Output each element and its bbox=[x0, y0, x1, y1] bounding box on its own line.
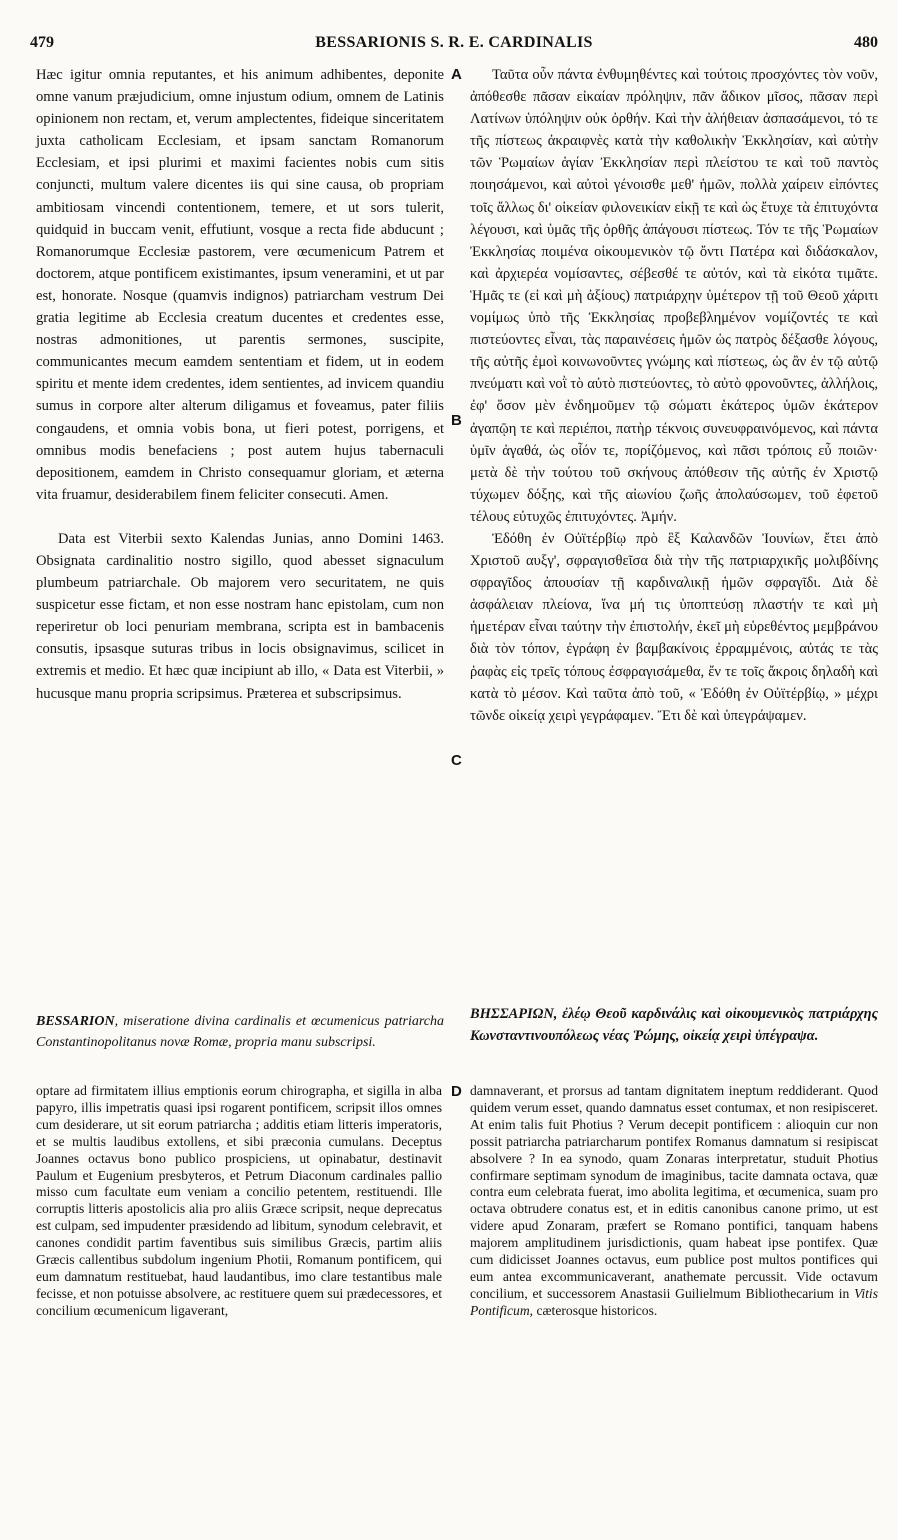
greek-column-top bbox=[470, 64, 878, 727]
signature-name: BESSARION bbox=[36, 1014, 115, 1029]
commentary-text-end: , cæterosque historicos. bbox=[529, 1302, 658, 1318]
page-number-left: 479 bbox=[30, 34, 54, 51]
commentary-text: damnaverant, et prorsus ad tantam dignitatem ineptum reddiderant. Quod quidem verum esset, quando damnatus esset contumax, et non resipisceret. At enim talis fuit Photius ? Verum decepit pontificem : alioquin cur non possit patriarcha patriarcharum pontifex Romanus damnatum si resipiscat absolvere ? In ea synodo, quam Zonaras interpretatur, studuit Photius confirmare septimam synodum de imaginibus, tacite damnata octava, quæ contra eum celebrata fuerat, imo abolita legitima, et œcumenica, suam pro octava obtrudere conatus est, et in editis canonibus canone primo, ut est videre apud Zonaram, præfert se Romano pontifici, tanquam habens majorem amplitudinem jurisdictionis, quam habeat ipse pontifex. Quæ cum didicisset Joannes octavus, eum publice post multos pontifices qui eum antea excommunicaverant, anathemate percussit. Vide octavum concilium, et successorem Anastasii Guilielmum Bibliothecarium in bbox=[470, 1083, 878, 1301]
margin-letter-c: C bbox=[451, 752, 462, 769]
page-header bbox=[30, 34, 878, 56]
page-number-right: 480 bbox=[854, 34, 878, 51]
margin-letter-a: A bbox=[451, 66, 462, 83]
margin-letter-b: B bbox=[451, 412, 462, 429]
commentary-title: Vitis Pontificum bbox=[470, 1285, 878, 1318]
latin-column-top bbox=[36, 64, 444, 705]
commentary-column-right bbox=[470, 1083, 878, 1320]
signature-text: , miseratione divina cardinalis et œcumenicus patriarcha Constantinopolitanus novæ Romæ, propria manu subscripsi. bbox=[36, 1014, 444, 1050]
latin-signature bbox=[36, 1011, 444, 1053]
latin-paragraph: Hæc igitur omnia reputantes, et his animum adhibentes, deponite omne vanum præjudicium, omne injustum odium, omnem de Latinis opinionem non rectam, et, verum amplectentes, fideique sinceritatem juxta catholicam Ecclesiam, et ipsam sanctam Romanorum Ecclesiam, et ipsi plurimi et maximi facientes nobis cum sitis conjuncti, multum valere dicentes iis qui sine causa, ob propriam ambitiosam vincendi contentionem, temere, et ut sors tulerit, quidquid in buccam venit, effutiunt, vosque a recta fide abducunt ; Romanorumque Ecclesiæ pastorem, vere œcumenicum Patrem et doctorem, atque pontificem existimantes, ipsum veneramini, et ut par est, honorate. Nosque (quamvis indignos) patriarcham vestrum Dei gratia legitime ab Ecclesia creatum ducentes et credentes esse, nostras admonitiones, ut parentis sermones, suscipite, communicantes mecum eamdem sententiam et fidem, ut in eodem spiritu et mente idem credentes, idem sentientes, ad invicem quandiu sumus in corpore alter alterum diligamus et foveamus, pater filiis congaudens, et omnia vobis bona, ut fieri potest, porrigens, et omnibus modis benefaciens ; post autem hujus tabernaculi depositionem, eamdem in Christo consequamur gloriam, et æterna vita fruamur, desiderabilem finem feliciter consecuti. Amen. bbox=[36, 67, 444, 503]
latin-paragraph: Data est Viterbii sexto Kalendas Junias, anno Domini 1463. Obsignata cardinalitio nostro sigillo, quod abesset signaculum plumbeum patriarchale. Ob majorem vero securitatem, ne quis suspicetur esse fictam, et non esse nostram hanc epistolam, cum non reperiretur ob loci penuriam membrana, scripta est in bambacenis consutis, ipsasque suturas tribus in locis obsignavimus, scilicet in extremis et medio. Et hæc quæ incipiunt ab illo, « Data est Viterbii, » hucusque manu propria scripsimus. Præterea et subscripsimus. bbox=[36, 530, 444, 702]
commentary-column-left bbox=[36, 1083, 442, 1320]
commentary-paragraph: optare ad firmitatem illius emptionis eorum chirographa, et sigilla in alba papyro, illis impetratis quasi ipsi rogarent pontificem, scripsit illos omnes cum desiderare, ut sit eorum patriarcha ; additis etiam litteris imperatoris, et se multis laudibus extollens, et sibi præconia cumulans. Deceptus Joannes octavus bono publico prospiciens, ut opinabatur, destinavit Paulum et Eugenium presbyteros, et Petrum Diaconum cardinales pallio misso cum facultate eum veniam a concilio petentem, restituendi. Ille corruptis litteris apostolicis alia pro aliis Græce scripsit, neque deprecatus est culpam, sed impudenter præsidendo ad libitum, synodum celebravit, et canones condidit partim faventibus suis similibus Græcis, partim aliis Græcis callentibus subdolum ingenium Photii, Romanum pontificem, qui eum damnatum restituebat, haud laudantibus, imo clare testantibus male fecisse, et non potuisse absolvere, ac restituere quem sui prædecessores, et concilium œcumenicum ligaverant, bbox=[36, 1083, 442, 1318]
running-head: BESSARIONIS S. R. E. CARDINALIS bbox=[315, 34, 593, 51]
greek-signature bbox=[470, 1003, 878, 1047]
commentary-paragraph bbox=[470, 1083, 878, 1320]
greek-paragraph: Ταῦτα οὖν πάντα ἐνθυμηθέντες καὶ τούτοις προσχόντες τὸν νοῦν, ἀπόθεσθε πᾶσαν εἰκαίαν πρόληψιν, πᾶν ἄδικον μῖσος, πᾶσαν περὶ Λατίνων ὑπόληψιν οὐκ ὀρθήν. Καὶ τὴν ἀλήθειαν ἀσπασάμενοι, τό τε τῆς πίστεως ἀκραιφνὲς κατὰ τὴν καθολικὴν Ἐκκλησίαν, καὶ αὐτὴν τῶν Ῥωμαίων ἁγίαν Ἐκκλησίαν περὶ πλείστου τε καὶ τοῦ παντὸς ποιησάμενοι, καὶ αὐτοὶ γένοισθε μεθ' ἡμῶν, πολλὰ χαίρειν εἰπόντες τοῖς ἄλλως δι' οἰκείαν φιλονεικίαν εἰκῇ τε καὶ ὡς ἔτυχε τὰ ἐπιτυχόντα λέγουσι, καὶ ὑμᾶς τῆς ὀρθῆς ἀπάγουσι πίστεως. Τόν τε τῆς Ῥωμαίων Ἐκκλησίας ποιμένα οἰκουμενικὸν τῷ ὄντι Πατέρα καὶ διδάσκαλον, καὶ ἀρχιερέα νομίσαντες, σέβεσθέ τε αὐτόν, καὶ τὰ εἰκότα τιμᾶτε. Ἡμᾶς τε (εἰ καὶ μὴ ἀξίους) πατριάρχην ὑμέτερον τῇ τοῦ Θεοῦ χάριτι νομίμως ὑπὸ τῆς Ἐκκλησίας προβεβλημένον νομίζοντές τε καὶ πιστεύοντες εἶναι, τὰς παραινέσεις ἡμῶν ὡς πατρὸς δέξασθε λόγους, τῆς αὐτῆς ἐμοὶ κοινωνοῦντες γνώμης καὶ πίστεως, ὡς ἂν ἐν τῷ αὐτῷ πνεύματι καὶ νοῒ τὸ αὐτὸ πιστεύοντες, τὸ αὐτὸ φρονοῦντες, ἀλλήλοις, ἐφ' ὅσον μὲν ἐνδημοῦμεν τῷ σώματι ἑκάτερος ὑμῶν ἑκάτερον ἀγαπῷη τε καὶ περιέποι, πατὴρ τέκνοις συνευφραινόμενος, καὶ πάντα ὑμῖν ἀγαθά, ὡς οἷόν τε, πορίζόμενος, καὶ πᾶσι τρόποις εὖ ποιῶν· μετὰ δὲ τὴν τούτου τοῦ σκήνους ἀπόθεσιν τῆς αὐτῆς ἐν Χριστῷ τύχωμεν δόξης, καὶ τῆς αἰωνίου ζωῆς ἀπολαύσωμεν, τοῦ ἐφετοῦ τέλους εὐτυχῶς ἐπιτυχόντες. Ἀμήν. bbox=[470, 67, 878, 525]
margin-letter-d: D bbox=[451, 1083, 462, 1100]
greek-signature-text: ΒΗΣΣΑΡΙΩΝ, ἐλέῳ Θεοῦ καρδινάλις καὶ οἰκουμενικὸς πατριάρχης Κωνσταντινουπόλεως νέας Ῥώμης, οἰκείᾳ χειρὶ ὑπέγραψα. bbox=[470, 1006, 878, 1044]
greek-paragraph: Ἐδόθη ἐν Οὐϊτέρβίῳ πρὸ ἓξ Καλανδῶν Ἰουνίων, ἔτει ἀπὸ Χριστοῦ αυξγ', σφραγισθεῖσα διὰ τὴν τῆς πατριαρχικῆς μολιβδίνης σφραγῖδος ἀπουσίαν τῇ καρδιναλικῇ ἡμῶν σφραγῖδι. Διὰ δὲ ἀσφάλειαν πλείονα, ἵνα μή τις ὑποπτεύσῃ πλαστήν τε καὶ μὴ ἡμετέραν εἶναι ταύτην τὴν ἐπιστολήν, ἐκεῖ μὴ εὑρεθέντος μεμβράνου διὰ τὸν τόπον, ἐγράφη ἐν βαμβακίνοις ἐρραμμένοις, αὐτάς τε τὰς ῥαφὰς εἰς τρεῖς τόπους ἐσφραγισάμεθα, ἔν τε τοῖς ἄκροις δηλαδὴ καὶ κατὰ τὸ μέσον. Καὶ ταῦτα ἀπὸ τοῦ, « Ἐδόθη ἐν Οὐϊτέρβίῳ, » μέχρι τῶνδε οἰκείᾳ χειρὶ γεγράφαμεν. Ἔτι δὲ καὶ ὑπεγράψαμεν. bbox=[470, 530, 878, 724]
